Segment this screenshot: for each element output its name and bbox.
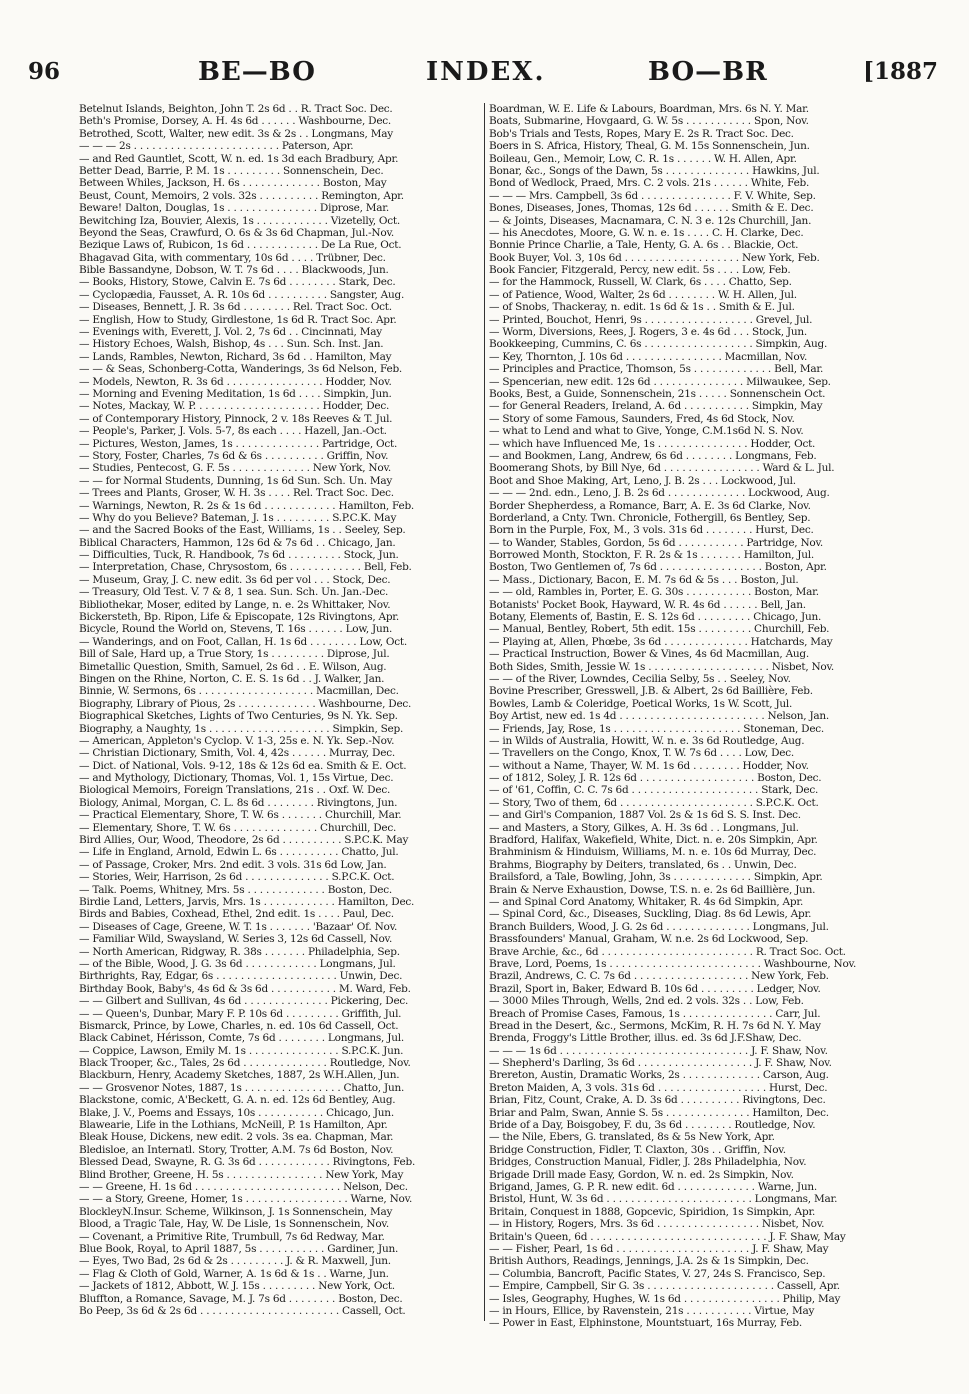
index-entry: — of 1812, Soley, J. R. 12s 6d . . . . . . . . . . . . . . . . . . . Boston, Dec. bbox=[489, 772, 822, 785]
index-entry: — his Anecdotes, Moore, G. W. n. e. 1s . . . . C. H. Clarke, Dec. bbox=[489, 226, 804, 239]
index-entry: — Diseases, Bennett, J. R. 3s 6d . . . . . . . . Rel. Tract Soc. Oct. bbox=[79, 301, 392, 314]
index-entry: — People's, Parker, J. Vols. 5-7, 8s each . . . . Hazell, Jan.-Oct. bbox=[79, 425, 387, 438]
index-entry: Bhagavad Gita, with commentary, 10s 6d . . . . Trübner, Dec. bbox=[79, 251, 386, 264]
index-entry: — Treasury, Old Test. V. 7 & 8, 1 sea. Sun. Sch. Un. Jan.-Dec. bbox=[79, 586, 389, 599]
index-entry: — Eyes, Two Bad, 2s 6d & 2s . . . . . . . . . J. & R. Maxwell, Jun. bbox=[79, 1255, 391, 1268]
index-entry: British Authors, Readings, Jennings, J.A. 2s & 1s Simpkin, Dec. bbox=[489, 1255, 809, 1268]
index-entry: Branch Builders, Wood, J. G. 2s 6d . . . . . . . . . . . . . . Longmans, Jul. bbox=[489, 920, 829, 933]
index-entry: — Lands, Rambles, Newton, Richard, 3s 6d . . Hamilton, May bbox=[79, 350, 392, 363]
index-entry: — Worm, Diversions, Rees, J. Rogers, 3 e. 4s 6d . . . Stock, Jun. bbox=[489, 326, 807, 339]
index-entry: Boston, Two Gentlemen of, 7s 6d . . . . . . . . . . . . . . . . . Boston, Apr. bbox=[489, 561, 827, 574]
index-entry: — Wanderings, and on Foot, Callan, H. 1s 6d . . . . . . . . Low, Oct. bbox=[79, 635, 407, 648]
index-entry: — Key, Thornton, J. 10s 6d . . . . . . . . . . . . . . . . Macmillan, Nov. bbox=[489, 350, 808, 363]
index-entry: — Morning and Evening Meditation, 1s 6d . . . . Simpkin, Jun. bbox=[79, 387, 392, 400]
index-entry: Boot and Shoe Making, Art, Leno, J. B. 2s . . . Lockwood, Jul. bbox=[489, 474, 796, 487]
index-entry: Brave, Lord, Poems, 1s . . . . . . . . . . . . . . . . . . . . . . . . . Washbourne, Nov. bbox=[489, 957, 857, 970]
index-entry: — — — 2s . . . . . . . . . . . . . . . . . . . . . . . . Paterson, Apr. bbox=[79, 140, 354, 153]
index-entry: Birthrights, Ray, Edgar, 6s . . . . . . . . . . . . . . . . . . . . Unwin, Dec. bbox=[79, 970, 403, 983]
index-entry: Beust, Count, Memoirs, 2 vols. 32s . . . . . . . . . . Remington, Apr. bbox=[79, 189, 404, 202]
index-entry: — Isles, Geography, Hughes, W. 1s 6d . . . . . . . . . . . . . . . . Philip, May bbox=[489, 1292, 841, 1305]
index-entry: — Manual, Bentley, Robert, 5th edit. 15s . . . . . . . . . Churchill, Feb. bbox=[489, 623, 830, 636]
index-entry: Bibliothekar, Moser, edited by Lange, n. e. 2s Whittaker, Nov. bbox=[79, 598, 391, 611]
index-entry: — Story, Two of them, 6d . . . . . . . . . . . . . . . . . . . . . . S.P.C.K. Oct. bbox=[489, 796, 819, 809]
index-entry: Britain, Conquest in 1888, Gopcevic, Spiridion, 1s Simpkin, Apr. bbox=[489, 1205, 816, 1218]
index-entry: — Columbia, Bancroft, Pacific States, V. 27, 24s S. Francisco, Sep. bbox=[489, 1267, 826, 1280]
index-entry: Botanists' Pocket Book, Hayward, W. R. 4s 6d . . . . . . Bell, Jan. bbox=[489, 598, 806, 611]
index-entry: Beware! Dalton, Douglas, 1s . . . . . . . . . . . . . . . Diprose, Mar. bbox=[79, 202, 390, 215]
index-entry: Bimetallic Question, Smith, Samuel, 2s 6d . . E. Wilson, Aug. bbox=[79, 660, 387, 673]
index-entry: — Models, Newton, R. 3s 6d . . . . . . . . . . . . . . . . Hodder, Nov. bbox=[79, 375, 392, 388]
index-entry: Birdie Land, Letters, Jarvis, Mrs. 1s . . . . . . . . . . . . Hamilton, Dec. bbox=[79, 896, 415, 908]
index-entry: — and Girl's Companion, 1887 Vol. 2s & 1s 6d S. S. Inst. Dec. bbox=[489, 809, 801, 822]
index-entry: Biographical Sketches, Lights of Two Centuries, 9s N. Yk. Sep. bbox=[79, 710, 398, 723]
index-entry: Blackburn, Henry, Academy Sketches, 1887, 2s W.H.Allen, Jun. bbox=[79, 1069, 400, 1082]
index-entry: Better Dead, Barrie, P. M. 1s . . . . . . . . . Sonnenschein, Dec. bbox=[79, 164, 384, 177]
index-entry: Border Shepherdess, a Romance, Barr, A. E. 3s 6d Clarke, Nov. bbox=[489, 499, 811, 512]
range-right: BO—BR bbox=[648, 57, 768, 87]
index-entry: — of Patience, Wood, Walter, 2s 6d . . . . . . . . W. H. Allen, Jul. bbox=[489, 288, 797, 301]
index-entry: Betrothed, Scott, Walter, new edit. 3s & 2s . . Longmans, May bbox=[79, 127, 393, 140]
index-entry: Brazil, Andrews, C. C. 7s 6d . . . . . . . . . . . . . . . . . . . New York, Feb. bbox=[489, 970, 829, 983]
index-entry: — of Contemporary History, Pinnock, 2 v. 18s Reeves & T. Jul. bbox=[79, 412, 393, 425]
index-entry: — Cyclopædia, Fausset, A. R. 10s 6d . . . . . . . . . . Sangster, Aug. bbox=[79, 288, 405, 301]
index-entry: — American, Appleton's Cyclop. V. 1-3, 25s e. N. Yk. Sep.-Nov. bbox=[79, 734, 395, 747]
index-entry: Bradford, Halifax, Wakefield, White, Dict. n. e. 20s Simpkin, Apr. bbox=[489, 834, 818, 847]
index-entry: — Coppice, Lawson, Emily M. 1s . . . . . . . . . . . . . . . S.P.C.K. Jun. bbox=[79, 1044, 404, 1057]
index-entry: Bride of a Day, Boisgobey, F. du, 3s 6d . . . . . . . . Routledge, Nov. bbox=[489, 1119, 816, 1132]
index-entry: Boomerang Shots, by Bill Nye, 6d . . . . . . . . . . . . . . . . Ward & L. Jul. bbox=[489, 462, 835, 475]
range-left: BE—BO bbox=[198, 57, 316, 87]
index-entry: Britain's Queen, 6d . . . . . . . . . . . . . . . . . . . . . . . . . . . . . J. F. Shaw, May bbox=[489, 1230, 846, 1243]
index-entry: Breton Maiden, A, 3 vols. 31s 6d . . . . . . . . . . . . . . . . . . Hurst, Dec. bbox=[489, 1081, 828, 1094]
index-entry: — Difficulties, Tuck, R. Handbook, 7s 6d . . . . . . . . . Stock, Jun. bbox=[79, 549, 399, 562]
index-entry: Bovine Prescriber, Gresswell, J.B. & Albert, 2s 6d Baillière, Feb. bbox=[489, 685, 813, 698]
index-entry: — Principles and Practice, Thomson, 5s . . . . . . . . . . . . . Bell, Mar. bbox=[489, 363, 824, 376]
index-entry: Blue Book, Royal, to April 1887, 5s . . . . . . . . . . . Gardiner, Jun. bbox=[79, 1242, 399, 1255]
index-entry: — Covenant, a Primitive Rite, Trumbull, 7s 6d Redway, Mar. bbox=[79, 1230, 385, 1243]
index-entry: Bread in the Desert, &c., Sermons, McKim, R. H. 7s 6d N. Y. May bbox=[489, 1019, 821, 1032]
index-entry: — Evenings with, Everett, J. Vol. 2, 7s 6d . . Cincinnati, May bbox=[79, 326, 382, 339]
index-entry: Bledisloe, an Internatl. Story, Trotter, A.M. 7s 6d Boston, Nov. bbox=[79, 1143, 394, 1156]
index-entry: — of the Bible, Wood, J. G. 3s 6d . . . . . . . . . . . . Longmans, Jul. bbox=[79, 957, 396, 970]
index-entry: Bones, Diseases, Jones, Thomas, 12s 6d . . . . . . Smith & E. Dec. bbox=[489, 202, 814, 215]
index-entry: — — of the River, Lowndes, Cecilia Selby, 5s . . Seeley, Nov. bbox=[489, 672, 791, 685]
index-entry: — — old, Rambles in, Porter, E. G. 30s . . . . . . . . . . . Boston, Mar. bbox=[489, 586, 819, 599]
index-entry: Biology, Animal, Morgan, C. L. 8s 6d . . . . . . . . Rivingtons, Jun. bbox=[79, 796, 398, 809]
index-entry: — Why do you Believe? Bateman, J. 1s . . . . . . . . . S.P.C.K. May bbox=[79, 511, 397, 524]
index-entry: — Shepherd's Darling, 3s 6d . . . . . . . . . . . . . . . . . . . J. F. Shaw, Nov. bbox=[489, 1057, 832, 1070]
index-entry: Botany, Elements of, Bastin, E. S. 12s 6d . . . . . . . . . Chicago, Jun. bbox=[489, 611, 822, 624]
index-entry: — without a Name, Thayer, W. M. 1s 6d . . . . . . . . Hodder, Nov. bbox=[489, 759, 809, 772]
index-entry: — & Joints, Diseases, Macnamara, C. N. 3 e. 12s Churchill, Jan. bbox=[489, 214, 812, 227]
index-entry: Biography, a Naughty, 1s . . . . . . . . . . . . . . . . . . . . Simpkin, Sep. bbox=[79, 722, 404, 735]
index-entry: Book Buyer, Vol. 3, 10s 6d . . . . . . . . . . . . . . . . . . . New York, Feb. bbox=[489, 251, 820, 264]
index-entry: Biography, Library of Pious, 2s . . . . . . . . . . . . . Washbourne, Dec. bbox=[79, 697, 412, 710]
index-entry: — — a Story, Greene, Homer, 1s . . . . . . . . . . . . . . . . . Warne, Nov. bbox=[79, 1193, 413, 1206]
index-entry: Bismarck, Prince, by Lowe, Charles, n. ed. 10s 6d Cassell, Oct. bbox=[79, 1019, 399, 1032]
index-entry: Boileau, Gen., Memoir, Low, C. R. 1s . . . . . . W. H. Allen, Apr. bbox=[489, 152, 797, 165]
index-entry: Bible Bassandyne, Dobson, W. T. 7s 6d . . . . Blackwoods, Jun. bbox=[79, 264, 389, 277]
index-entry: Brian, Fitz, Count, Crake, A. D. 3s 6d . . . . . . . . . . Rivingtons, Dec. bbox=[489, 1094, 826, 1107]
index-entry: Bezique Laws of, Rubicon, 1s 6d . . . . . . . . . . . . De La Rue, Oct. bbox=[79, 239, 402, 252]
page-number: 96 bbox=[28, 58, 61, 85]
index-entry: Bingen on the Rhine, Norton, C. E. S. 1s 6d . . J. Walker, Jan. bbox=[79, 672, 385, 685]
index-entry: — Spencerian, new edit. 12s 6d . . . . . . . . . . . . . . . Milwaukee, Sep. bbox=[489, 375, 831, 388]
index-entry: Beth's Promise, Dorsey, A. H. 4s 6d . . . . . . Washbourne, Dec. bbox=[79, 115, 392, 128]
index-entry: Boers in S. Africa, History, Theal, G. M. 15s Sonnenschein, Jun. bbox=[489, 140, 810, 153]
index-entry: Boats, Submarine, Hovgaard, G. W. 5s . . . . . . . . . . . Spon, Nov. bbox=[489, 115, 809, 128]
index-entry: — Power in East, Elphinstone, Mountstuart, 16s Murray, Feb. bbox=[489, 1317, 802, 1330]
index-entry: Birthday Book, Baby's, 4s 6d & 3s 6d . . . . . . . . . . . M. Ward, Feb. bbox=[79, 982, 411, 995]
index-entry: — of Passage, Croker, Mrs. 2nd edit. 3 vols. 31s 6d Low, Jan. bbox=[79, 858, 387, 871]
index-entry: — Story, Foster, Charles, 7s 6d & 6s . . . . . . . . . . Griffin, Nov. bbox=[79, 449, 389, 462]
index-entry: Bill of Sale, Hard up, a True Story, 1s . . . . . . . . . Diprose, Jul. bbox=[79, 648, 390, 661]
index-entry: Brazil, Sport in, Baker, Edward B. 10s 6d . . . . . . . . . Ledger, Nov. bbox=[489, 982, 821, 995]
index-entry: — — Fisher, Pearl, 1s 6d . . . . . . . . . . . . . . . . . . . . . . J. F. Shaw, May bbox=[489, 1242, 829, 1255]
index-entry: Borrowed Month, Stockton, F. R. 2s & 1s . . . . . . . Hamilton, Jul. bbox=[489, 549, 814, 562]
index-entry: — Trees and Plants, Groser, W. H. 3s . . . . Rel. Tract Soc. Dec. bbox=[79, 487, 394, 500]
column-rule bbox=[484, 103, 485, 1321]
index-entry: — English, How to Study, Girdlestone, 1s 6d R. Tract Soc. Apr. bbox=[79, 313, 397, 326]
index-entry: Bicycle, Round the World on, Stevens, T. 16s . . . . . . Low, Jun. bbox=[79, 623, 393, 636]
index-entry: Brahms, Biography by Deiters, translated, 6s . . Unwin, Dec. bbox=[489, 858, 797, 871]
index-entry: — and Spinal Cord Anatomy, Whitaker, R. 4s 6d Simpkin, Apr. bbox=[489, 896, 804, 908]
index-entry: Between Whiles, Jackson, H. 6s . . . . . . . . . . . . . Boston, May bbox=[79, 177, 387, 190]
index-entry: Book Fancier, Fitzgerald, Percy, new edit. 5s . . . . Low, Feb. bbox=[489, 264, 791, 277]
index-entry: — — — Mrs. Campbell, 3s 6d . . . . . . . . . . . . . . . F. V. White, Sep. bbox=[489, 189, 816, 202]
index-entry: Black Trooper, &c., Tales, 2s 6d . . . . . . . . . . . . . . Routledge, Nov. bbox=[79, 1057, 411, 1070]
index-entry: Briar and Palm, Swan, Annie S. 5s . . . . . . . . . . . . . . Hamilton, Dec. bbox=[489, 1106, 829, 1119]
index-entry: Bonnie Prince Charlie, a Tale, Henty, G. A. 6s . . Blackie, Oct. bbox=[489, 239, 799, 252]
index-entry: — Flag & Cloth of Gold, Warner, A. 1s 6d & 1s . . Warne, Jun. bbox=[79, 1267, 389, 1280]
index-entry: Brassfounders' Manual, Graham, W. n.e. 2s 6d Lockwood, Sep. bbox=[489, 933, 809, 946]
index-entry: — in Wilds of Australia, Howitt, W. n. e. 3s 6d Routledge, Aug. bbox=[489, 734, 805, 747]
index-entry: — Jackets of 1812, Abbott, W. J. 15s . . . . . . . . . New York, Oct. bbox=[79, 1280, 395, 1293]
index-entry: — of Snobs, Thackeray, n. edit. 1s 6d & 1s . . Smith & E. Jul. bbox=[489, 301, 795, 314]
index-entry: — — — 2nd. edn., Leno, J. B. 2s 6d . . . . . . . . . . . . . Lockwood, Aug. bbox=[489, 487, 830, 500]
index-entry: Bond of Wedlock, Praed, Mrs. C. 2 vols. 21s . . . . . . White, Feb. bbox=[489, 177, 810, 190]
index-entry: Brigade Drill made Easy, Gordon, W. n. ed. 2s Simpkin, Nov. bbox=[489, 1168, 794, 1181]
index-entry: — Dict. of National, Vols. 9-12, 18s & 12s 6d ea. Smith & E. Oct. bbox=[79, 759, 407, 772]
index-entry: — North American, Ridgway, R. 38s . . . . . . . Philadelphia, Sep. bbox=[79, 945, 400, 958]
index-entry: Brain & Nerve Exhaustion, Dowse, T.S. n. e. 2s 6d Baillière, Jun. bbox=[489, 883, 816, 896]
index-entry: — Spinal Cord, &c., Diseases, Suckling, Diag. 8s 6d Lewis, Apr. bbox=[489, 908, 812, 921]
index-entry: — and Red Gauntlet, Scott, W. n. ed. 1s 3d each Bradbury, Apr. bbox=[79, 152, 399, 165]
year: [1887 bbox=[863, 58, 938, 85]
index-entry: — Stories, Weir, Harrison, 2s 6d . . . . . . . . . . . . . . S.P.C.K. Oct. bbox=[79, 871, 395, 884]
index-entry: — Talk. Poems, Whitney, Mrs. 5s . . . . . . . . . . . . . Boston, Dec. bbox=[79, 883, 392, 896]
index-entry: Breach of Promise Cases, Famous, 1s . . . . . . . . . . . . . . . Carr, Jul. bbox=[489, 1007, 821, 1020]
index-entry: Black Cabinet, Hérisson, Comte, 7s 6d . . . . . . . . Longmans, Jul. bbox=[79, 1032, 404, 1045]
index-entry: Boy Artist, new ed. 1s 4d . . . . . . . . . . . . . . . . . . . . . . . . Nelson, Jan. bbox=[489, 710, 830, 723]
index-entry: — — Queen's, Dunbar, Mary F. P. 10s 6d . . . . . . . . . Griffith, Jul. bbox=[79, 1007, 402, 1020]
index-entry: — and Bookmen, Lang, Andrew, 6s 6d . . . . . . . . Longmans, Feb. bbox=[489, 449, 817, 462]
index-entry: — for General Readers, Ireland, A. 6d . . . . . . . . . . . Simpkin, May bbox=[489, 400, 823, 413]
index-entry: — and the Sacred Books of the East, Williams, 1s . . Seeley, Sep. bbox=[79, 524, 406, 537]
index-entry: Blawearie, Life in the Lothians, McNeill, P. 1s Hamilton, Apr. bbox=[79, 1119, 388, 1132]
index-entry: — Empire, Campbell, Sir G. 3s . . . . . . . . . . . . . . . . . . . . . Cassell, Apr. bbox=[489, 1280, 840, 1293]
index-entry: — what to Lend and what to Give, Yonge, C.M.1s6d N. S. Nov. bbox=[489, 425, 804, 438]
index-entry: Blake, J. V., Poems and Essays, 10s . . . . . . . . . . . Chicago, Jun. bbox=[79, 1106, 394, 1119]
index-entry: Bowles, Lamb & Coleridge, Poetical Works, 1s W. Scott, Jul. bbox=[489, 697, 793, 710]
index-entry: — Playing at, Allen, Phœbe, 3s 6d . . . . . . . . . . . . . . Hatchards, May bbox=[489, 635, 833, 648]
index-entry: Blessed Dead, Swayne, R. G. 3s 6d . . . . . . . . . . . . Rivingtons, Feb. bbox=[79, 1156, 416, 1169]
index-entry: — of '61, Coffin, C. C. 7s 6d . . . . . . . . . . . . . . . . . . . . . Stark, Dec. bbox=[489, 784, 819, 797]
index-entry: — Familiar Wild, Swaysland, W. Series 3, 12s 6d Cassell, Nov. bbox=[79, 933, 393, 946]
index-entry: Biblical Characters, Hammon, 12s 6d & 7s 6d . . Chicago, Jan. bbox=[79, 536, 396, 549]
index-entry: Bewitching Iza, Bouvier, Alexis, 1s . . . . . . . . . . . . Vizetelly, Oct. bbox=[79, 214, 400, 227]
index-entry: — Elementary, Shore, T. W. 6s . . . . . . . . . . . . . . Churchill, Dec. bbox=[79, 821, 397, 834]
index-entry: — in Hours, Ellice, by Ravenstein, 21s . . . . . . . . . . . Virtue, May bbox=[489, 1304, 815, 1317]
index-entry: Born in the Purple, Fox, M., 3 vols. 31s 6d . . . . . . . . Hurst, Dec. bbox=[489, 524, 814, 537]
index-entry: Brahminism & Hinduism, Williams, M. n. e. 10s 6d Murray, Dec. bbox=[489, 846, 817, 859]
index-entry: Blind Brother, Greene, H. 5s . . . . . . . . . . . . . . . . New York, May bbox=[79, 1168, 404, 1181]
index-entry: — Pictures, Weston, James, 1s . . . . . . . . . . . . . . Partridge, Oct. bbox=[79, 437, 398, 450]
index-entry: Bickersteth, Bp. Ripon, Life & Episcopate, 12s Rivingtons, Apr. bbox=[79, 611, 400, 624]
index-entry: — — Greene, H. 1s 6d . . . . . . . . . . . . . . . . . . . . . . . . Nelson, Dec. bbox=[79, 1180, 408, 1193]
index-entry: — Christian Dictionary, Smith, Vol. 4, 42s . . . . . . Murray, Dec. bbox=[79, 747, 395, 760]
index-entry: — Printed, Bouchot, Henri, 9s . . . . . . . . . . . . . . . . . . Grevel, Jul. bbox=[489, 313, 813, 326]
index-entry: Brereton, Austin, Dramatic Works, 2s . . . . . . . . . . . . . Carson, Aug. bbox=[489, 1069, 829, 1082]
index-entry: — which have Influenced Me, 1s . . . . . . . . . . . . . . . Hodder, Oct. bbox=[489, 437, 816, 450]
index-entry: — for the Hammock, Russell, W. Clark, 6s . . . . Chatto, Sep. bbox=[489, 276, 792, 289]
index-entry: Bo Peep, 3s 6d & 2s 6d . . . . . . . . . . . . . . . . . . . . . . . Cassell, Oct. bbox=[79, 1304, 406, 1317]
index-entry: — Life in England, Arnold, Edwin L. 6s . . . . . . . . . . Chatto, Jul. bbox=[79, 846, 399, 859]
index-entry: Bob's Trials and Tests, Ropes, Mary E. 2s R. Tract Soc. Dec. bbox=[489, 127, 794, 140]
index-entry: Both Sides, Smith, Jessie W. 1s . . . . . . . . . . . . . . . . . . . . Nisbet, Nov. bbox=[489, 660, 835, 673]
index-entry: — Mass., Dictionary, Bacon, E. M. 7s 6d & 5s . . . Boston, Jul. bbox=[489, 573, 799, 586]
index-entry: Birds and Babies, Coxhead, Ethel, 2nd edit. 1s . . . . Paul, Dec. bbox=[79, 908, 394, 921]
index-entry: Bristol, Hunt, W. 3s 6d . . . . . . . . . . . . . . . . . . . . . . . . Longmans, Mar. bbox=[489, 1193, 838, 1206]
index-entry: Binnie, W. Sermons, 6s . . . . . . . . . . . . . . . . . . . Macmillan, Dec. bbox=[79, 685, 399, 698]
index-entry: Beyond the Seas, Crawfurd, O. 6s & 3s 6d Chapman, Jul.-Nov. bbox=[79, 226, 394, 239]
index-entry: — in History, Rogers, Mrs. 3s 6d . . . . . . . . . . . . . . . . . Nisbet, Nov. bbox=[489, 1218, 825, 1231]
index-entry: — Studies, Pentecost, G. F. 5s . . . . . . . . . . . . . New York, Nov. bbox=[79, 462, 391, 475]
index-entry: Borderland, a Cnty. Twn. Chronicle, Fothergill, 6s Bentley, Sep. bbox=[489, 511, 811, 524]
index-entry: — Notes, Mackay, W. P. . . . . . . . . . . . . . . . . . . . . Hodder, Dec. bbox=[79, 400, 390, 413]
index-entry: Boardman, W. E. Life & Labours, Boardman, Mrs. 6s N. Y. Mar. bbox=[489, 103, 809, 115]
index-entry: — Travellers on the Congo, Knox, T. W. 7s 6d . . . . Low, Dec. bbox=[489, 747, 794, 760]
index-entry: — Warnings, Newton, R. 2s & 1s 6d . . . . . . . . . . . . Hamilton, Feb. bbox=[79, 499, 415, 512]
index-entry: — Books, History, Stowe, Calvin E. 7s 6d . . . . . . . . Stark, Dec. bbox=[79, 276, 396, 289]
index-entry: — Practical Instruction, Bower & Vines, 4s 6d Macmillan, Aug. bbox=[489, 648, 809, 661]
index-entry: Brenda, Froggy's Little Brother, illus. ed. 3s 6d J.F.Shaw, Dec. bbox=[489, 1032, 802, 1045]
index-entry: Blackstone, comic, A'Beckett, G. A. n. ed. 12s 6d Bentley, Aug. bbox=[79, 1094, 396, 1107]
index-entry: — — Grosvenor Notes, 1887, 1s . . . . . . . . . . . . . . . . Chatto, Jun. bbox=[79, 1081, 405, 1094]
index-entry: — Interpretation, Chase, Chrysostom, 6s . . . . . . . . . . . . Bell, Feb. bbox=[79, 561, 412, 574]
index-entry: BlockleyN.Insur. Scheme, Wilkinson, J. 1s Sonnenschein, May bbox=[79, 1205, 393, 1218]
index-entry: Books, Best, a Guide, Sonnenschein, 21s . . . . . Sonnenschein Oct. bbox=[489, 387, 826, 400]
index-entry: — 3000 Miles Through, Wells, 2nd ed. 2 vols. 32s . . Low, Feb. bbox=[489, 995, 804, 1008]
index-entry: — Diseases of Cage, Greene, W. T. 1s . . . . . . . 'Bazaar' Of. Nov. bbox=[79, 920, 398, 933]
index-entry: — History Echoes, Walsh, Bishop, 4s . . . Sun. Sch. Inst. Jan. bbox=[79, 338, 384, 351]
index-entry: — — & Seas, Schonberg-Cotta, Wanderings, 3s 6d Nelson, Feb. bbox=[79, 363, 403, 376]
index-entry: — to Wander, Stables, Gordon, 5s 6d . . . . . . . . . . . Partridge, Nov. bbox=[489, 536, 823, 549]
index-entry: Bonar, &c., Songs of the Dawn, 5s . . . . . . . . . . . . . . Hawkins, Jul. bbox=[489, 164, 820, 177]
index-entry: — — — 1s 6d . . . . . . . . . . . . . . . . . . . . . . . . . . . . . . . J. F. Shaw, Nov. bbox=[489, 1044, 828, 1057]
index-entry: — and Masters, a Story, Gilkes, A. H. 3s 6d . . Longmans, Jul. bbox=[489, 821, 799, 834]
index-entry: Bleak House, Dickens, new edit. 2 vols. 3s ea. Chapman, Mar. bbox=[79, 1131, 394, 1144]
index-entry: Biological Memoirs, Foreign Translations, 21s . . Oxf. W. Dec. bbox=[79, 784, 391, 797]
index-entry: — — for Normal Students, Dunning, 1s 6d Sun. Sch. Un. May bbox=[79, 474, 393, 487]
running-head bbox=[28, 52, 938, 92]
index-entry: — — Gilbert and Sullivan, 4s 6d . . . . . . . . . . . . . . Pickering, Dec. bbox=[79, 995, 409, 1008]
index-entry: — Museum, Gray, J. C. new edit. 3s 6d per vol . . . Stock, Dec. bbox=[79, 573, 391, 586]
index-entry: — Practical Elementary, Shore, T. W. 6s . . . . . . . Churchill, Mar. bbox=[79, 809, 402, 822]
index-entry: — and Mythology, Dictionary, Thomas, Vol. 1, 15s Virtue, Dec. bbox=[79, 772, 394, 785]
index-entry: — Story of some Famous, Saunders, Fred, 4s 6d Stock, Nov. bbox=[489, 412, 795, 425]
index-entry: Bookkeeping, Cummins, C. 6s . . . . . . . . . . . . . . . . . . Simpkin, Aug. bbox=[489, 338, 828, 351]
index-title: INDEX. bbox=[426, 57, 546, 87]
index-entry: Bridge Construction, Fidler, T. Claxton, 30s . . Griffin, Nov. bbox=[489, 1143, 786, 1156]
index-entry: Betelnut Islands, Beighton, John T. 2s 6d . . R. Tract Soc. Dec. bbox=[79, 103, 393, 115]
index-entry: — the Nile, Ebers, G. translated, 8s & 5s New York, Apr. bbox=[489, 1131, 775, 1144]
index-entry: Brigand, James, G. P. R. new edit. 6d . . . . . . . . . . . . . Warne, Jun. bbox=[489, 1180, 817, 1193]
index-entry: Blood, a Tragic Tale, Hay, W. De Lisle, 1s Sonnenschein, Nov. bbox=[79, 1218, 389, 1231]
index-entry: Bluffton, a Romance, Savage, M. J. 7s 6d . . . . . . . . Boston, Dec. bbox=[79, 1292, 403, 1305]
index-entry: Brave Archie, &c., 6d . . . . . . . . . . . . . . . . . . . . . . . . . R. Tract Soc. Oct. bbox=[489, 945, 846, 958]
index-entry: Bridges, Construction Manual, Fidler, J. 28s Philadelphia, Nov. bbox=[489, 1156, 807, 1169]
left-column bbox=[79, 103, 487, 1317]
index-entry: — Friends, Jay, Rose, 1s . . . . . . . . . . . . . . . . . . . . . Stoneman, Dec. bbox=[489, 722, 825, 735]
index-entry: Bird Allies, Our, Wood, Theodore, 2s 6d . . . . . . . . . . S.P.C.K. May bbox=[79, 834, 409, 847]
right-column bbox=[489, 103, 897, 1330]
index-entry: Brailsford, a Tale, Bowling, John, 3s . . . . . . . . . . . . . Simpkin, Apr. bbox=[489, 871, 823, 884]
